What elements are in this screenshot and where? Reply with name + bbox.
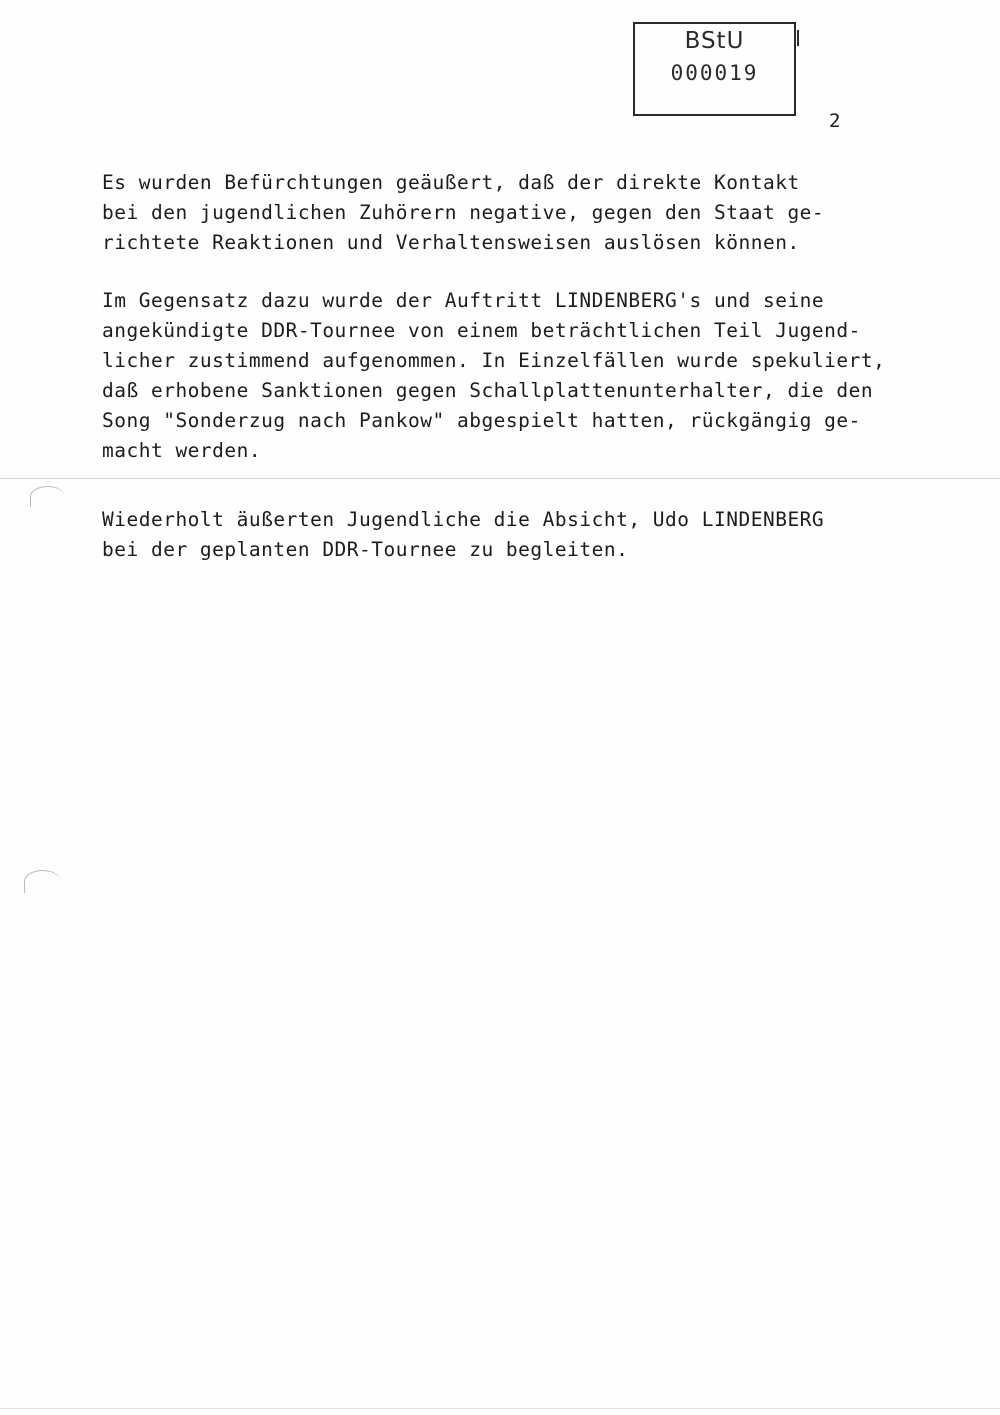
text-line: angekündigte DDR-Tournee von einem beträchtlichen Teil Jugend- <box>102 319 861 342</box>
text-line: bei der geplanten DDR-Tournee zu begleiten. <box>102 538 629 561</box>
paragraph-3 <box>102 505 824 565</box>
paragraph-2 <box>102 286 885 466</box>
paragraph-1 <box>102 168 824 258</box>
stamp-number: 000019 <box>670 61 759 85</box>
punch-hole-mark <box>30 486 65 507</box>
archive-stamp <box>633 22 796 116</box>
page-number: 2 <box>829 110 841 132</box>
stamp-agency: BStU <box>684 28 745 54</box>
text-line: richtete Reaktionen und Verhaltensweisen auslösen können. <box>102 231 800 254</box>
paper-fold-line <box>0 478 1000 479</box>
text-line: Es wurden Befürchtungen geäußert, daß der direkte Kontakt <box>102 171 800 194</box>
text-line: Song "Sonderzug nach Pankow" abgespielt hatten, rückgängig ge- <box>102 409 861 432</box>
text-line: Wiederholt äußerten Jugendliche die Absicht, Udo LINDENBERG <box>102 508 825 531</box>
punch-hole-mark <box>24 870 61 893</box>
text-line: Im Gegensatz dazu wurde der Auftritt LINDENBERG's und seine <box>102 289 825 312</box>
text-line: licher zustimmend aufgenommen. In Einzelfällen wurde spekuliert, <box>102 349 886 372</box>
text-line: bei den jugendlichen Zuhörern negative, gegen den Staat ge- <box>102 201 825 224</box>
text-line: daß erhobene Sanktionen gegen Schallplattenunterhalter, die den <box>102 379 874 402</box>
paper-bottom-edge <box>0 1408 1000 1409</box>
stamp-tick-mark <box>797 30 799 46</box>
text-line: macht werden. <box>102 439 262 462</box>
